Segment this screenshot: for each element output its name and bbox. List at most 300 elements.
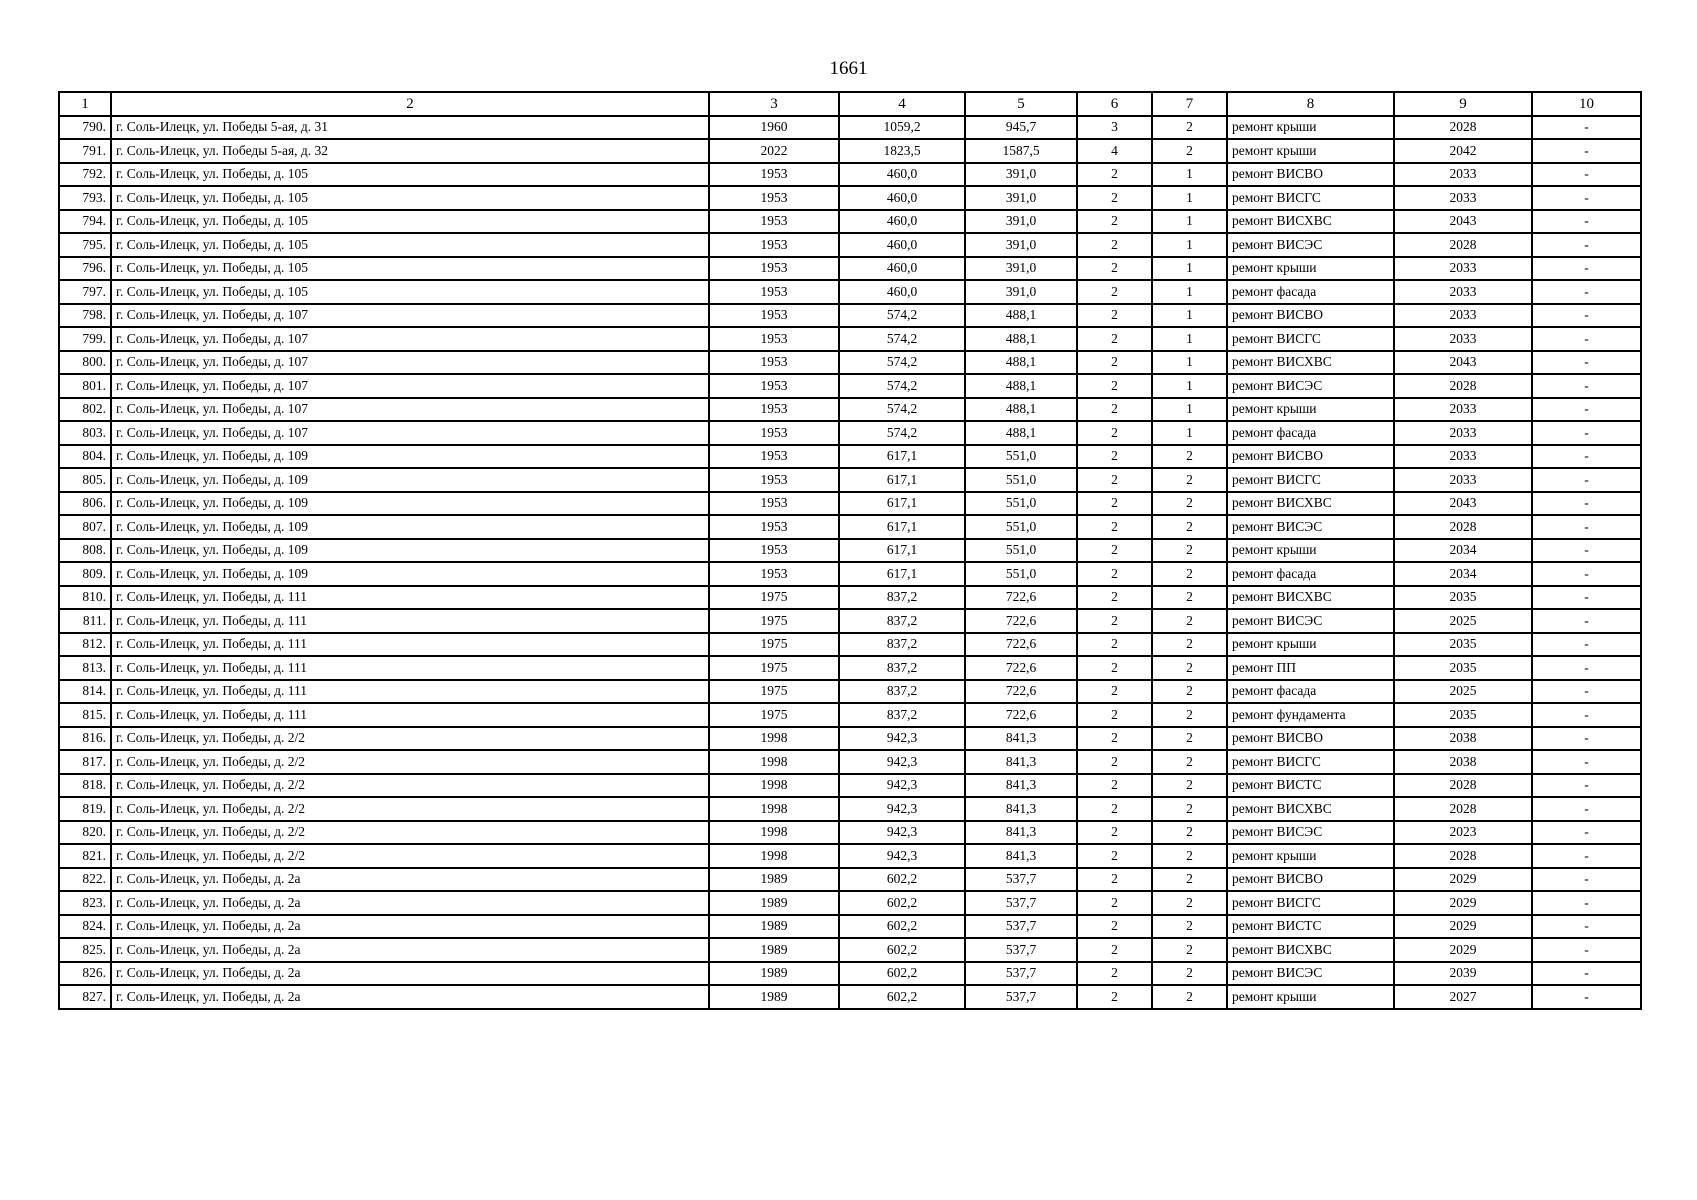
cell-col-area-living: 488,1 xyxy=(965,304,1077,328)
cell-col-number: 799. xyxy=(59,327,111,351)
cell-col-address: г. Соль-Илецк, ул. Победы, д. 2/2 xyxy=(111,844,709,868)
cell-col-entrances: 2 xyxy=(1152,750,1227,774)
cell-col-floors: 2 xyxy=(1077,703,1152,727)
table-row xyxy=(59,962,1641,986)
cell-col-area-total: 837,2 xyxy=(839,633,965,657)
cell-col-number: 824. xyxy=(59,915,111,939)
cell-col-area-living: 537,7 xyxy=(965,868,1077,892)
column-header-col-floors: 6 xyxy=(1077,92,1152,116)
cell-col-area-living: 488,1 xyxy=(965,374,1077,398)
table-row xyxy=(59,868,1641,892)
cell-col-entrances: 1 xyxy=(1152,210,1227,234)
cell-col-planned-year: 2029 xyxy=(1394,938,1532,962)
cell-col-area-living: 391,0 xyxy=(965,186,1077,210)
cell-col-entrances: 2 xyxy=(1152,586,1227,610)
cell-col-area-living: 841,3 xyxy=(965,797,1077,821)
cell-col-entrances: 2 xyxy=(1152,985,1227,1009)
column-header-col-work-type: 8 xyxy=(1227,92,1394,116)
cell-col-number: 795. xyxy=(59,233,111,257)
cell-col-planned-year: 2039 xyxy=(1394,962,1532,986)
cell-col-area-total: 574,2 xyxy=(839,398,965,422)
cell-col-planned-year: 2033 xyxy=(1394,304,1532,328)
column-header-col-number: 1 xyxy=(59,92,111,116)
cell-col-planned-year: 2028 xyxy=(1394,233,1532,257)
table-row xyxy=(59,821,1641,845)
cell-col-planned-year: 2028 xyxy=(1394,797,1532,821)
cell-col-floors: 2 xyxy=(1077,656,1152,680)
cell-col-area-total: 942,3 xyxy=(839,774,965,798)
cell-col-planned-year: 2029 xyxy=(1394,891,1532,915)
cell-col-work-type: ремонт ВИСВО xyxy=(1227,868,1394,892)
cell-col-address: г. Соль-Илецк, ул. Победы, д. 107 xyxy=(111,327,709,351)
cell-col-note: - xyxy=(1532,280,1641,304)
cell-col-year: 2022 xyxy=(709,139,839,163)
cell-col-address: г. Соль-Илецк, ул. Победы, д. 105 xyxy=(111,163,709,187)
cell-col-planned-year: 2034 xyxy=(1394,562,1532,586)
cell-col-year: 1989 xyxy=(709,868,839,892)
cell-col-floors: 2 xyxy=(1077,468,1152,492)
cell-col-area-living: 722,6 xyxy=(965,680,1077,704)
cell-col-area-total: 942,3 xyxy=(839,821,965,845)
cell-col-note: - xyxy=(1532,304,1641,328)
cell-col-floors: 2 xyxy=(1077,280,1152,304)
cell-col-area-total: 837,2 xyxy=(839,703,965,727)
cell-col-work-type: ремонт ВИСВО xyxy=(1227,727,1394,751)
cell-col-address: г. Соль-Илецк, ул. Победы, д. 105 xyxy=(111,210,709,234)
cell-col-floors: 2 xyxy=(1077,868,1152,892)
cell-col-area-living: 537,7 xyxy=(965,938,1077,962)
cell-col-year: 1975 xyxy=(709,609,839,633)
cell-col-note: - xyxy=(1532,562,1641,586)
cell-col-planned-year: 2027 xyxy=(1394,985,1532,1009)
cell-col-floors: 2 xyxy=(1077,938,1152,962)
cell-col-number: 802. xyxy=(59,398,111,422)
cell-col-planned-year: 2042 xyxy=(1394,139,1532,163)
cell-col-address: г. Соль-Илецк, ул. Победы, д. 105 xyxy=(111,257,709,281)
table-body xyxy=(59,116,1641,1009)
cell-col-year: 1953 xyxy=(709,374,839,398)
cell-col-area-living: 537,7 xyxy=(965,985,1077,1009)
cell-col-note: - xyxy=(1532,257,1641,281)
cell-col-year: 1953 xyxy=(709,351,839,375)
cell-col-area-living: 841,3 xyxy=(965,727,1077,751)
cell-col-area-total: 1059,2 xyxy=(839,116,965,140)
page-number: 1661 xyxy=(829,58,868,79)
cell-col-planned-year: 2033 xyxy=(1394,445,1532,469)
cell-col-area-living: 551,0 xyxy=(965,445,1077,469)
cell-col-note: - xyxy=(1532,539,1641,563)
cell-col-planned-year: 2033 xyxy=(1394,398,1532,422)
cell-col-work-type: ремонт ВИСТС xyxy=(1227,915,1394,939)
cell-col-work-type: ремонт ВИСГС xyxy=(1227,468,1394,492)
cell-col-number: 820. xyxy=(59,821,111,845)
cell-col-floors: 2 xyxy=(1077,727,1152,751)
cell-col-year: 1989 xyxy=(709,938,839,962)
registry-table xyxy=(58,91,1642,1010)
cell-col-area-living: 488,1 xyxy=(965,421,1077,445)
column-header-col-note: 10 xyxy=(1532,92,1641,116)
cell-col-year: 1953 xyxy=(709,398,839,422)
cell-col-area-total: 942,3 xyxy=(839,727,965,751)
cell-col-year: 1975 xyxy=(709,703,839,727)
cell-col-work-type: ремонт ВИСЭС xyxy=(1227,515,1394,539)
cell-col-floors: 2 xyxy=(1077,163,1152,187)
cell-col-area-total: 617,1 xyxy=(839,515,965,539)
cell-col-area-living: 1587,5 xyxy=(965,139,1077,163)
cell-col-year: 1998 xyxy=(709,750,839,774)
cell-col-note: - xyxy=(1532,492,1641,516)
cell-col-planned-year: 2034 xyxy=(1394,539,1532,563)
cell-col-entrances: 2 xyxy=(1152,492,1227,516)
cell-col-number: 806. xyxy=(59,492,111,516)
cell-col-number: 813. xyxy=(59,656,111,680)
cell-col-area-total: 602,2 xyxy=(839,938,965,962)
cell-col-floors: 2 xyxy=(1077,421,1152,445)
cell-col-floors: 2 xyxy=(1077,750,1152,774)
cell-col-number: 822. xyxy=(59,868,111,892)
cell-col-number: 814. xyxy=(59,680,111,704)
cell-col-note: - xyxy=(1532,210,1641,234)
cell-col-entrances: 2 xyxy=(1152,938,1227,962)
cell-col-number: 823. xyxy=(59,891,111,915)
cell-col-number: 826. xyxy=(59,962,111,986)
table-row xyxy=(59,351,1641,375)
cell-col-note: - xyxy=(1532,750,1641,774)
cell-col-note: - xyxy=(1532,915,1641,939)
cell-col-entrances: 2 xyxy=(1152,468,1227,492)
table-row xyxy=(59,163,1641,187)
cell-col-address: г. Соль-Илецк, ул. Победы, д. 2/2 xyxy=(111,774,709,798)
column-header-col-area-living: 5 xyxy=(965,92,1077,116)
cell-col-floors: 2 xyxy=(1077,680,1152,704)
cell-col-floors: 3 xyxy=(1077,116,1152,140)
cell-col-number: 803. xyxy=(59,421,111,445)
cell-col-number: 796. xyxy=(59,257,111,281)
cell-col-area-living: 537,7 xyxy=(965,962,1077,986)
cell-col-planned-year: 2043 xyxy=(1394,210,1532,234)
cell-col-entrances: 2 xyxy=(1152,891,1227,915)
table-row xyxy=(59,280,1641,304)
cell-col-planned-year: 2025 xyxy=(1394,680,1532,704)
cell-col-area-total: 837,2 xyxy=(839,656,965,680)
cell-col-year: 1975 xyxy=(709,633,839,657)
cell-col-area-living: 841,3 xyxy=(965,750,1077,774)
cell-col-floors: 2 xyxy=(1077,374,1152,398)
cell-col-entrances: 2 xyxy=(1152,116,1227,140)
cell-col-floors: 2 xyxy=(1077,233,1152,257)
cell-col-address: г. Соль-Илецк, ул. Победы, д. 111 xyxy=(111,609,709,633)
cell-col-area-living: 551,0 xyxy=(965,515,1077,539)
cell-col-floors: 2 xyxy=(1077,633,1152,657)
cell-col-planned-year: 2033 xyxy=(1394,421,1532,445)
cell-col-work-type: ремонт ВИСХВС xyxy=(1227,586,1394,610)
cell-col-address: г. Соль-Илецк, ул. Победы, д. 2а xyxy=(111,915,709,939)
cell-col-area-total: 460,0 xyxy=(839,280,965,304)
cell-col-work-type: ремонт ВИСВО xyxy=(1227,163,1394,187)
cell-col-entrances: 2 xyxy=(1152,797,1227,821)
cell-col-planned-year: 2038 xyxy=(1394,727,1532,751)
cell-col-note: - xyxy=(1532,398,1641,422)
cell-col-area-total: 617,1 xyxy=(839,468,965,492)
cell-col-area-living: 551,0 xyxy=(965,562,1077,586)
cell-col-address: г. Соль-Илецк, ул. Победы, д. 2/2 xyxy=(111,797,709,821)
cell-col-work-type: ремонт ВИСГС xyxy=(1227,186,1394,210)
column-header-col-entrances: 7 xyxy=(1152,92,1227,116)
table-row xyxy=(59,186,1641,210)
cell-col-area-total: 460,0 xyxy=(839,257,965,281)
cell-col-address: г. Соль-Илецк, ул. Победы, д. 2а xyxy=(111,891,709,915)
cell-col-year: 1953 xyxy=(709,468,839,492)
cell-col-note: - xyxy=(1532,233,1641,257)
cell-col-number: 827. xyxy=(59,985,111,1009)
cell-col-area-living: 391,0 xyxy=(965,257,1077,281)
table-row xyxy=(59,515,1641,539)
cell-col-work-type: ремонт крыши xyxy=(1227,985,1394,1009)
cell-col-area-living: 722,6 xyxy=(965,703,1077,727)
cell-col-year: 1953 xyxy=(709,421,839,445)
cell-col-area-total: 617,1 xyxy=(839,539,965,563)
cell-col-area-total: 574,2 xyxy=(839,304,965,328)
cell-col-address: г. Соль-Илецк, ул. Победы, д. 107 xyxy=(111,421,709,445)
table-row xyxy=(59,233,1641,257)
table-row xyxy=(59,656,1641,680)
cell-col-address: г. Соль-Илецк, ул. Победы, д. 111 xyxy=(111,703,709,727)
table-row xyxy=(59,562,1641,586)
cell-col-year: 1998 xyxy=(709,844,839,868)
table-row xyxy=(59,257,1641,281)
cell-col-note: - xyxy=(1532,938,1641,962)
cell-col-note: - xyxy=(1532,985,1641,1009)
cell-col-year: 1975 xyxy=(709,586,839,610)
cell-col-entrances: 1 xyxy=(1152,421,1227,445)
cell-col-planned-year: 2038 xyxy=(1394,750,1532,774)
cell-col-entrances: 1 xyxy=(1152,351,1227,375)
table-row xyxy=(59,633,1641,657)
cell-col-work-type: ремонт крыши xyxy=(1227,633,1394,657)
cell-col-year: 1998 xyxy=(709,727,839,751)
table-row xyxy=(59,492,1641,516)
cell-col-work-type: ремонт крыши xyxy=(1227,257,1394,281)
cell-col-address: г. Соль-Илецк, ул. Победы, д. 105 xyxy=(111,186,709,210)
cell-col-note: - xyxy=(1532,797,1641,821)
cell-col-area-living: 722,6 xyxy=(965,586,1077,610)
cell-col-area-total: 617,1 xyxy=(839,492,965,516)
cell-col-work-type: ремонт ВИСЭС xyxy=(1227,233,1394,257)
cell-col-note: - xyxy=(1532,633,1641,657)
cell-col-note: - xyxy=(1532,468,1641,492)
cell-col-area-total: 942,3 xyxy=(839,844,965,868)
table-row xyxy=(59,586,1641,610)
cell-col-year: 1953 xyxy=(709,304,839,328)
cell-col-floors: 2 xyxy=(1077,797,1152,821)
cell-col-note: - xyxy=(1532,656,1641,680)
cell-col-floors: 2 xyxy=(1077,962,1152,986)
cell-col-planned-year: 2033 xyxy=(1394,186,1532,210)
table-row xyxy=(59,844,1641,868)
cell-col-note: - xyxy=(1532,186,1641,210)
cell-col-planned-year: 2035 xyxy=(1394,633,1532,657)
cell-col-entrances: 2 xyxy=(1152,445,1227,469)
cell-col-year: 1998 xyxy=(709,797,839,821)
cell-col-planned-year: 2033 xyxy=(1394,280,1532,304)
cell-col-address: г. Соль-Илецк, ул. Победы, д. 107 xyxy=(111,398,709,422)
cell-col-entrances: 2 xyxy=(1152,962,1227,986)
cell-col-planned-year: 2033 xyxy=(1394,163,1532,187)
cell-col-work-type: ремонт ВИСГС xyxy=(1227,327,1394,351)
cell-col-number: 811. xyxy=(59,609,111,633)
cell-col-number: 804. xyxy=(59,445,111,469)
cell-col-floors: 2 xyxy=(1077,774,1152,798)
cell-col-work-type: ремонт фундамента xyxy=(1227,703,1394,727)
cell-col-number: 810. xyxy=(59,586,111,610)
cell-col-entrances: 2 xyxy=(1152,703,1227,727)
cell-col-entrances: 2 xyxy=(1152,868,1227,892)
cell-col-area-living: 722,6 xyxy=(965,656,1077,680)
cell-col-entrances: 1 xyxy=(1152,280,1227,304)
cell-col-work-type: ремонт фасада xyxy=(1227,680,1394,704)
cell-col-year: 1953 xyxy=(709,327,839,351)
cell-col-address: г. Соль-Илецк, ул. Победы, д. 2/2 xyxy=(111,727,709,751)
cell-col-note: - xyxy=(1532,351,1641,375)
cell-col-area-living: 488,1 xyxy=(965,327,1077,351)
cell-col-number: 812. xyxy=(59,633,111,657)
cell-col-note: - xyxy=(1532,609,1641,633)
cell-col-address: г. Соль-Илецк, ул. Победы, д. 105 xyxy=(111,280,709,304)
cell-col-work-type: ремонт ВИСХВС xyxy=(1227,938,1394,962)
cell-col-area-total: 460,0 xyxy=(839,186,965,210)
cell-col-address: г. Соль-Илецк, ул. Победы, д. 109 xyxy=(111,539,709,563)
table-row xyxy=(59,938,1641,962)
cell-col-floors: 2 xyxy=(1077,210,1152,234)
cell-col-area-total: 602,2 xyxy=(839,915,965,939)
cell-col-entrances: 1 xyxy=(1152,304,1227,328)
cell-col-year: 1953 xyxy=(709,445,839,469)
cell-col-work-type: ремонт крыши xyxy=(1227,539,1394,563)
cell-col-address: г. Соль-Илецк, ул. Победы, д. 2а xyxy=(111,938,709,962)
cell-col-work-type: ремонт ПП xyxy=(1227,656,1394,680)
cell-col-number: 800. xyxy=(59,351,111,375)
cell-col-year: 1953 xyxy=(709,257,839,281)
cell-col-number: 792. xyxy=(59,163,111,187)
cell-col-year: 1989 xyxy=(709,985,839,1009)
cell-col-area-total: 574,2 xyxy=(839,351,965,375)
cell-col-note: - xyxy=(1532,515,1641,539)
cell-col-address: г. Соль-Илецк, ул. Победы, д. 111 xyxy=(111,656,709,680)
cell-col-entrances: 2 xyxy=(1152,656,1227,680)
cell-col-year: 1989 xyxy=(709,891,839,915)
cell-col-area-total: 602,2 xyxy=(839,891,965,915)
cell-col-work-type: ремонт ВИСХВС xyxy=(1227,210,1394,234)
cell-col-planned-year: 2025 xyxy=(1394,609,1532,633)
cell-col-year: 1953 xyxy=(709,515,839,539)
table-row xyxy=(59,609,1641,633)
cell-col-planned-year: 2023 xyxy=(1394,821,1532,845)
table-row xyxy=(59,774,1641,798)
cell-col-area-total: 942,3 xyxy=(839,797,965,821)
cell-col-number: 793. xyxy=(59,186,111,210)
cell-col-number: 808. xyxy=(59,539,111,563)
cell-col-year: 1953 xyxy=(709,492,839,516)
cell-col-number: 818. xyxy=(59,774,111,798)
cell-col-number: 817. xyxy=(59,750,111,774)
table-row xyxy=(59,539,1641,563)
cell-col-planned-year: 2043 xyxy=(1394,351,1532,375)
cell-col-entrances: 2 xyxy=(1152,821,1227,845)
cell-col-area-total: 574,2 xyxy=(839,374,965,398)
cell-col-year: 1989 xyxy=(709,962,839,986)
column-header-col-area-total: 4 xyxy=(839,92,965,116)
cell-col-floors: 2 xyxy=(1077,398,1152,422)
table-row xyxy=(59,210,1641,234)
cell-col-address: г. Соль-Илецк, ул. Победы, д. 2/2 xyxy=(111,821,709,845)
table-row xyxy=(59,374,1641,398)
cell-col-work-type: ремонт фасада xyxy=(1227,562,1394,586)
cell-col-area-living: 488,1 xyxy=(965,351,1077,375)
table-row xyxy=(59,398,1641,422)
cell-col-entrances: 1 xyxy=(1152,233,1227,257)
cell-col-entrances: 2 xyxy=(1152,915,1227,939)
cell-col-floors: 2 xyxy=(1077,915,1152,939)
table-row xyxy=(59,985,1641,1009)
cell-col-area-total: 460,0 xyxy=(839,163,965,187)
table-row xyxy=(59,327,1641,351)
cell-col-number: 797. xyxy=(59,280,111,304)
cell-col-area-living: 488,1 xyxy=(965,398,1077,422)
cell-col-year: 1998 xyxy=(709,821,839,845)
cell-col-area-living: 551,0 xyxy=(965,468,1077,492)
cell-col-number: 821. xyxy=(59,844,111,868)
table-row xyxy=(59,445,1641,469)
cell-col-entrances: 2 xyxy=(1152,139,1227,163)
table-row xyxy=(59,703,1641,727)
cell-col-area-total: 1823,5 xyxy=(839,139,965,163)
cell-col-address: г. Соль-Илецк, ул. Победы 5-ая, д. 32 xyxy=(111,139,709,163)
table-row xyxy=(59,750,1641,774)
cell-col-area-total: 602,2 xyxy=(839,868,965,892)
cell-col-entrances: 2 xyxy=(1152,562,1227,586)
table-row xyxy=(59,468,1641,492)
cell-col-area-living: 391,0 xyxy=(965,280,1077,304)
cell-col-address: г. Соль-Илецк, ул. Победы, д. 2а xyxy=(111,868,709,892)
cell-col-area-living: 537,7 xyxy=(965,891,1077,915)
cell-col-note: - xyxy=(1532,774,1641,798)
cell-col-planned-year: 2043 xyxy=(1394,492,1532,516)
cell-col-work-type: ремонт ВИСЭС xyxy=(1227,609,1394,633)
cell-col-area-total: 574,2 xyxy=(839,327,965,351)
table-row xyxy=(59,304,1641,328)
cell-col-year: 1989 xyxy=(709,915,839,939)
cell-col-entrances: 1 xyxy=(1152,163,1227,187)
cell-col-note: - xyxy=(1532,421,1641,445)
cell-col-area-living: 841,3 xyxy=(965,821,1077,845)
cell-col-floors: 2 xyxy=(1077,539,1152,563)
cell-col-address: г. Соль-Илецк, ул. Победы, д. 109 xyxy=(111,468,709,492)
cell-col-address: г. Соль-Илецк, ул. Победы, д. 107 xyxy=(111,374,709,398)
table-row xyxy=(59,116,1641,140)
cell-col-entrances: 1 xyxy=(1152,374,1227,398)
cell-col-note: - xyxy=(1532,703,1641,727)
cell-col-year: 1953 xyxy=(709,186,839,210)
cell-col-note: - xyxy=(1532,116,1641,140)
table-row xyxy=(59,915,1641,939)
cell-col-entrances: 2 xyxy=(1152,539,1227,563)
table-row xyxy=(59,891,1641,915)
cell-col-address: г. Соль-Илецк, ул. Победы, д. 109 xyxy=(111,445,709,469)
cell-col-number: 798. xyxy=(59,304,111,328)
cell-col-number: 794. xyxy=(59,210,111,234)
cell-col-work-type: ремонт фасада xyxy=(1227,280,1394,304)
cell-col-planned-year: 2028 xyxy=(1394,774,1532,798)
